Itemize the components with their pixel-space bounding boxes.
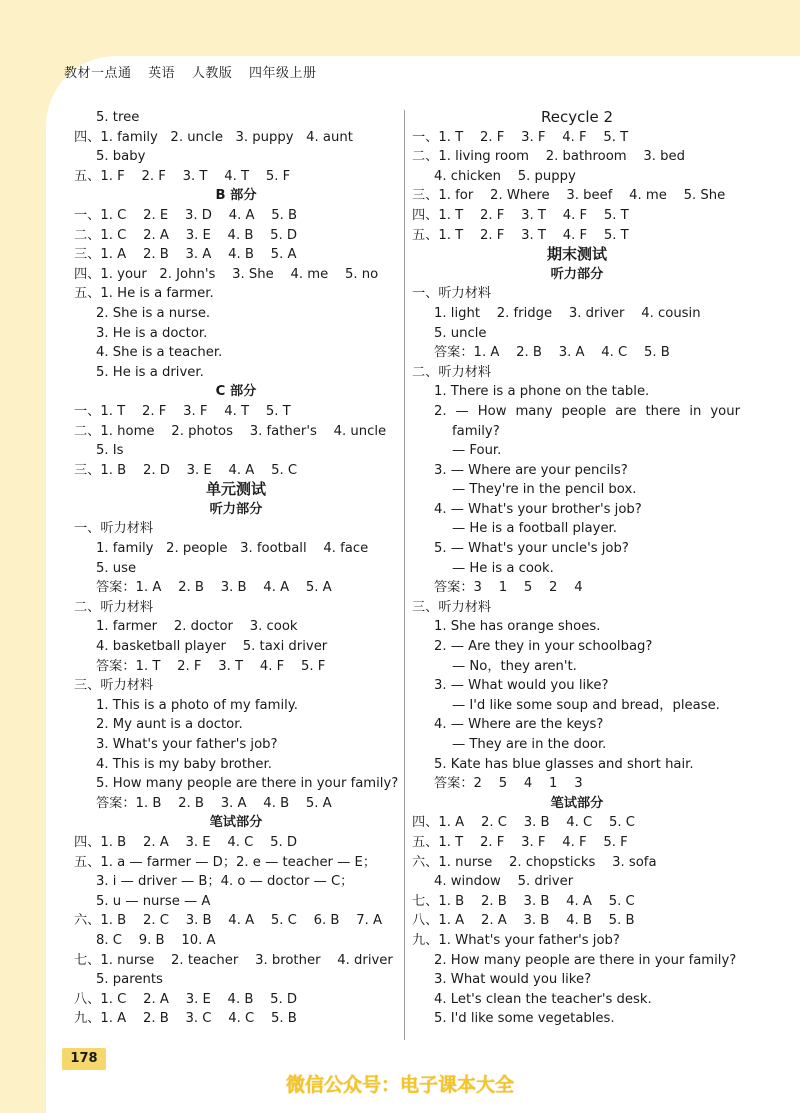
answer-line: 5. Kate has blue glasses and short hair. xyxy=(434,756,694,772)
answer-line: — He is a football player. xyxy=(452,521,617,537)
answer-line: 答案：1. A 2. B 3. A 4. C 5. B xyxy=(434,345,670,361)
answer-line: 答案：2 5 4 1 3 xyxy=(434,776,583,792)
answer-line: 4. She is a teacher. xyxy=(96,345,223,361)
answer-line: 4. — Where are the keys? xyxy=(434,717,604,733)
answer-line: 4. Let's clean the teacher's desk. xyxy=(434,991,652,1007)
answer-line: family? xyxy=(452,423,500,439)
answer-line: 三、1. A 2. B 3. A 4. B 5. A xyxy=(74,247,297,263)
answer-line: 答案：1. T 2. F 3. T 4. F 5. F xyxy=(96,658,326,674)
answer-line: — They're in the pencil box. xyxy=(452,482,637,498)
footer-watermark-text: 微信公众号：电子课本大全 xyxy=(285,1074,514,1096)
answer-line: B 部分 xyxy=(215,188,257,204)
answer-line: 2. My aunt is a doctor. xyxy=(96,717,243,733)
answer-line: 笔试部分 xyxy=(209,815,263,831)
answer-line: 听力部分 xyxy=(550,266,604,282)
answer-line: 8. C 9. B 10. A xyxy=(96,932,216,948)
answer-line: 5. parents xyxy=(96,972,163,988)
answer-line: 2. She is a nurse. xyxy=(96,305,211,321)
answer-line: 5. — What's your uncle's job? xyxy=(434,541,629,557)
answer-line: 4. chicken 5. puppy xyxy=(434,168,576,184)
answer-line: 三、1. B 2. D 3. E 4. A 5. C xyxy=(74,462,298,478)
answer-line: 5. u — nurse — A xyxy=(96,893,211,909)
answer-line: 四、1. your 2. John's 3. She 4. me 5. no xyxy=(74,266,379,282)
answer-line: 二、1. home 2. photos 3. father's 4. uncle xyxy=(74,423,387,439)
running-header xyxy=(64,62,328,81)
answer-line: 五、1. He is a farmer. xyxy=(74,286,214,302)
header-subject: 英语 xyxy=(148,66,176,81)
answer-line: 答案：1. A 2. B 3. B 4. A 5. A xyxy=(96,580,332,596)
answer-line: 一、1. T 2. F 3. F 4. T 5. T xyxy=(74,403,291,419)
answer-line: 九、1. A 2. B 3. C 4. C 5. B xyxy=(74,1011,297,1027)
answer-line: 二、1. C 2. A 3. E 4. B 5. D xyxy=(74,227,298,243)
answer-line: 答案：1. B 2. B 3. A 4. B 5. A xyxy=(96,795,332,811)
answer-line: 3. What would you like? xyxy=(434,972,592,988)
answer-line: 七、1. nurse 2. teacher 3. brother 4. driver xyxy=(74,952,393,968)
answer-line: 一、1. C 2. E 3. D 4. A 5. B xyxy=(74,207,298,223)
answer-line: 六、1. B 2. C 3. B 4. A 5. C 6. B 7. A xyxy=(74,913,383,929)
answer-column-left xyxy=(74,108,398,1029)
answer-line: 4. basketball player 5. taxi driver xyxy=(96,639,328,655)
answer-line: 2. — How many people are there in your xyxy=(434,403,740,419)
answer-line: 三、听力材料 xyxy=(74,678,154,694)
answer-line: 答案：3 1 5 2 4 xyxy=(434,580,583,596)
answer-line: 5. tree xyxy=(96,110,140,125)
answer-line: 5. baby xyxy=(96,149,146,165)
answer-line: 3. i — driver — B；4. o — doctor — C； xyxy=(96,874,354,890)
answer-line: 1. There is a phone on the table. xyxy=(434,384,650,400)
answer-line: — No，they aren't. xyxy=(452,658,577,674)
answer-line: 1. She has orange shoes. xyxy=(434,619,601,635)
answer-line: 三、1. for 2. Where 3. beef 4. me 5. She xyxy=(412,188,726,204)
answer-line: 二、1. living room 2. bathroom 3. bed xyxy=(412,149,686,165)
answer-line: 四、1. T 2. F 3. T 4. F 5. T xyxy=(412,207,629,223)
answer-line: 期末测试 xyxy=(546,245,607,264)
answer-line: 五、1. a — farmer — D；2. e — teacher — E； xyxy=(74,854,377,870)
answer-line: 3. He is a doctor. xyxy=(96,325,208,341)
answer-line: 五、1. T 2. F 3. F 4. F 5. F xyxy=(412,834,628,850)
answer-line: 5. use xyxy=(96,560,137,576)
answer-line: 5. I'd like some vegetables. xyxy=(434,1011,615,1027)
answer-line: 八、1. C 2. A 3. E 4. B 5. D xyxy=(74,991,298,1007)
answer-line: 1. light 2. fridge 3. driver 4. cousin xyxy=(434,305,701,321)
answer-line: 听力部分 xyxy=(209,501,263,517)
answer-line: 一、听力材料 xyxy=(74,521,154,537)
answer-line: — He is a cook. xyxy=(452,560,554,576)
answer-line: — I'd like some soup and bread，please. xyxy=(452,697,720,713)
answer-line: C 部分 xyxy=(215,384,257,400)
answer-line: 四、1. A 2. C 3. B 4. C 5. C xyxy=(412,815,636,831)
header-grade: 四年级上册 xyxy=(248,66,317,81)
answer-line: 八、1. A 2. A 3. B 4. B 5. B xyxy=(412,913,635,929)
answer-line: 二、听力材料 xyxy=(412,364,492,380)
answer-line: 单元测试 xyxy=(205,480,266,499)
answer-line: 4. This is my baby brother. xyxy=(96,756,272,772)
column-divider xyxy=(404,110,405,1040)
answer-line: 1. family 2. people 3. football 4. face xyxy=(96,541,369,557)
answer-column-right xyxy=(412,108,742,1029)
answer-line: 4. window 5. driver xyxy=(434,874,574,890)
answer-line: 一、1. T 2. F 3. F 4. F 5. T xyxy=(412,129,629,145)
answer-line: 3. What's your father's job? xyxy=(96,737,278,752)
answer-line: 二、听力材料 xyxy=(74,599,154,615)
answer-line: 4. — What's your brother's job? xyxy=(434,501,642,517)
answer-line: 五、1. F 2. F 3. T 4. T 5. F xyxy=(74,168,291,184)
answer-line: Recycle 2 xyxy=(540,108,614,126)
answer-line: 笔试部分 xyxy=(550,795,604,811)
answer-line: 2. How many people are there in your family? xyxy=(434,952,737,968)
answer-line: — Four. xyxy=(452,443,502,459)
answer-line: 3. — What would you like? xyxy=(434,678,609,694)
header-edition: 人教版 xyxy=(191,66,233,81)
answer-line: 1. This is a photo of my family. xyxy=(96,697,298,713)
answer-line: 六、1. nurse 2. chopsticks 3. sofa xyxy=(412,854,657,870)
answer-line: 1. farmer 2. doctor 3. cook xyxy=(96,619,298,635)
answer-line: 2. — Are they in your schoolbag? xyxy=(434,639,653,655)
answer-line: 5. He is a driver. xyxy=(96,364,204,380)
answer-line: — They are in the door. xyxy=(452,737,607,752)
page-number: 178 xyxy=(62,1048,106,1070)
answer-line: 四、1. family 2. uncle 3. puppy 4. aunt xyxy=(74,129,353,145)
header-book: 教材一点通 xyxy=(64,66,132,81)
answer-line: 七、1. B 2. B 3. B 4. A 5. C xyxy=(412,893,635,909)
answer-line: 九、1. What's your father's job? xyxy=(412,932,620,948)
answer-line: 5. uncle xyxy=(434,325,487,341)
answer-line: 四、1. B 2. A 3. E 4. C 5. D xyxy=(74,834,298,850)
answer-line: 3. — Where are your pencils? xyxy=(434,462,628,478)
answer-line: 5. How many people are there in your family? xyxy=(96,776,398,792)
answer-line: 5. Is xyxy=(96,443,124,459)
answer-line: 五、1. T 2. F 3. T 4. F 5. T xyxy=(412,227,629,243)
answer-line: 一、听力材料 xyxy=(412,286,492,302)
answer-line: 三、听力材料 xyxy=(412,599,492,615)
